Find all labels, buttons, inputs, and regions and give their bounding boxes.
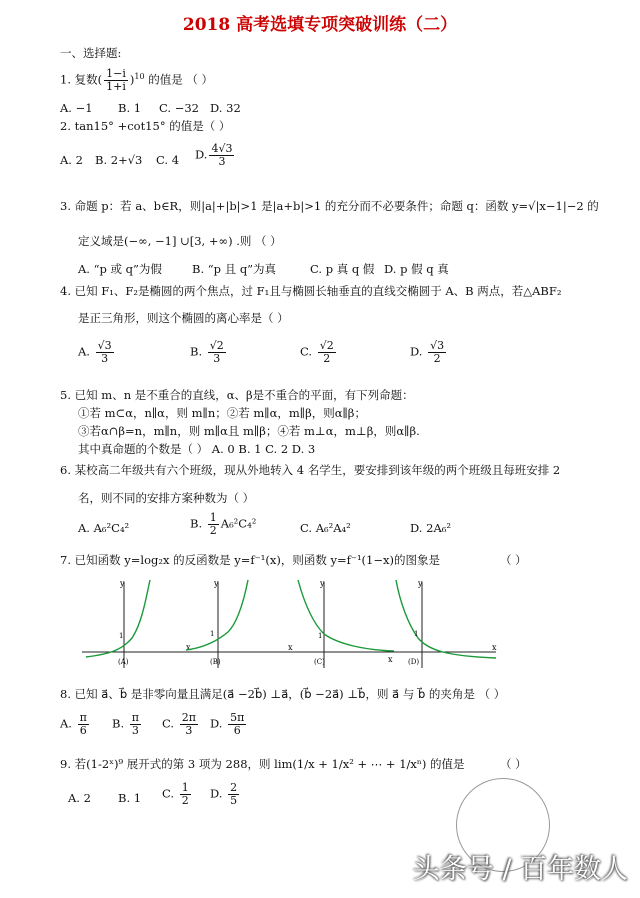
q1-option-b: B. 1 <box>118 101 142 115</box>
question-5-line-4: 其中真命题的个数是（ ） A. 0 B. 1 C. 2 D. 3 <box>78 442 316 456</box>
q6-option-c: C. A₆²A₄² <box>300 521 351 535</box>
question-3-line-2: 定义域是(−∞, −1] ∪[3, +∞) .则 （ ） <box>78 234 282 248</box>
graph-c <box>284 578 398 670</box>
graph-a <box>80 578 194 670</box>
q8-option-c: C. $\frac{2\pi}{3}$ <box>162 711 196 738</box>
q2-option-a: A. 2 <box>60 153 83 167</box>
svg-text:(C): (C) <box>314 658 325 666</box>
question-6-line-1: 6. 某校高二年级共有六个班级，现从外地转入 4 名学生，要安排到该年级的两个班级且每班安排 2 <box>60 463 561 477</box>
svg-text:(D): (D) <box>408 658 420 666</box>
answer-paren: （ ） <box>500 553 527 567</box>
section-heading: 一、选择题: <box>60 46 122 60</box>
q6-option-d: D. 2A₆² <box>410 521 451 535</box>
svg-text:y: y <box>120 579 125 588</box>
fraction: $\frac{1-i}{1+i}$ <box>106 67 126 94</box>
question-9: 9. 若(1-2ˣ)⁹ 展开式的第 3 项为 288，则 lim(1/x + 1/x² + ⋯ + 1/xⁿ) 的值是 <box>60 757 465 771</box>
q1-option-a: A. −1 <box>60 101 93 115</box>
graph-b <box>182 578 296 670</box>
q2-option-c: C. 4 <box>156 153 180 167</box>
question-2: 2. tan15° +cot15° 的值是（ ） <box>60 119 231 133</box>
question-5-line-1: 5. 已知 m、n 是不重合的直线，α、β是不重合的平面，有下列命题： <box>60 388 414 402</box>
q4-option-a: A. $\frac{√3}{3}$ <box>78 339 112 366</box>
q3-option-d: D. p 假 q 真 <box>384 262 449 276</box>
question-5-line-3: ③若α∩β=n，m∥n，则 m∥α且 m∥β；④若 m⊥α，m⊥β，则α∥β. <box>78 424 420 438</box>
svg-text:1: 1 <box>414 630 419 638</box>
svg-text:1: 1 <box>119 632 124 640</box>
svg-text:x: x <box>288 643 293 652</box>
svg-text:x: x <box>186 643 191 652</box>
question-3-line-1: 3. 命题 p：若 a、b∈R，则|a|+|b|>1 是|a+b|>1 的充分而不必要条件；命题 q：函数 y=√|x−1|−2 的 <box>60 199 599 213</box>
q6-option-b: B. $\frac{1}{2}$ A₆²C₄² <box>190 511 257 538</box>
q3-option-c: C. p 真 q 假 <box>310 262 375 276</box>
svg-text:y: y <box>320 579 325 588</box>
q8-option-d: D. $\frac{5\pi}{6}$ <box>210 711 245 738</box>
question-4-line-1: 4. 已知 F₁、F₂是椭圆的两个焦点，过 F₁且与椭圆长轴垂直的直线交椭圆于 A、B 两点，若△ABF₂ <box>60 284 562 298</box>
q4-option-c: C. $\frac{√2}{2}$ <box>300 339 334 366</box>
q6-option-a: A. A₆²C₄² <box>78 521 130 535</box>
svg-text:x: x <box>388 655 393 664</box>
question-4-line-2: 是正三角形，则这个椭圆的离心率是（ ） <box>78 311 289 325</box>
q2-option-b: B. 2+√3 <box>95 153 143 167</box>
question-number: 1. <box>60 72 71 87</box>
q8-option-a: A. $\frac{\pi}{6}$ <box>60 711 87 738</box>
svg-text:x: x <box>492 643 497 652</box>
q3-option-a: A. “p 或 q”为假 <box>78 262 162 276</box>
page-title: 2018 高考选填专项突破训练（二） <box>182 15 458 35</box>
graph-d <box>386 578 500 670</box>
question-1: 1. 复数( $\frac{1-i}{1+i}$ )$^{10}$ 的值是 （ ） <box>60 67 214 94</box>
svg-text:1: 1 <box>318 632 323 640</box>
answer-paren: （ ） <box>500 757 527 771</box>
q3-option-b: B. “p 且 q”为真 <box>192 262 277 276</box>
question-7: 7. 已知函数 y=log₂x 的反函数是 y=f⁻¹(x)，则函数 y=f⁻¹(1−x)的图象是 <box>60 553 440 567</box>
q4-option-b: B. $\frac{√2}{3}$ <box>190 339 224 366</box>
svg-text:1: 1 <box>210 630 215 638</box>
question-8: 8. 已知 a⃗、b⃗ 是非零向量且满足(a⃗ −2b⃗) ⊥a⃗，(b⃗ −2a⃗) ⊥b⃗，则 a⃗ 与 b⃗ 的夹角是 （ ） <box>60 687 506 701</box>
watermark: 头条号 / 百年数人 <box>412 854 628 885</box>
question-5-line-2: ①若 m⊂α，n∥α，则 m∥n；②若 m∥α，m∥β，则α∥β； <box>78 406 366 420</box>
svg-text:y: y <box>418 579 423 588</box>
svg-text:(B): (B) <box>210 658 221 666</box>
q4-option-d: D. $\frac{√3}{2}$ <box>410 339 445 366</box>
question-6-line-2: 名，则不同的安排方案种数为（ ） <box>78 491 255 505</box>
q1-option-c: C. −32 <box>159 101 199 115</box>
q1-option-d: D. 32 <box>210 101 241 115</box>
svg-text:y: y <box>214 579 219 588</box>
q2-option-d: D. $\frac{4√3}{3}$ <box>195 142 233 169</box>
q9-option-b: B. 1 <box>118 791 142 805</box>
svg-text:(A): (A) <box>118 658 129 666</box>
q9-option-a: A. 2 <box>68 791 91 805</box>
q9-option-d: D. $\frac{2}{5}$ <box>210 781 238 808</box>
q8-option-b: B. $\frac{\pi}{3}$ <box>112 711 139 738</box>
q9-option-c: C. $\frac{1}{2}$ <box>162 781 189 808</box>
